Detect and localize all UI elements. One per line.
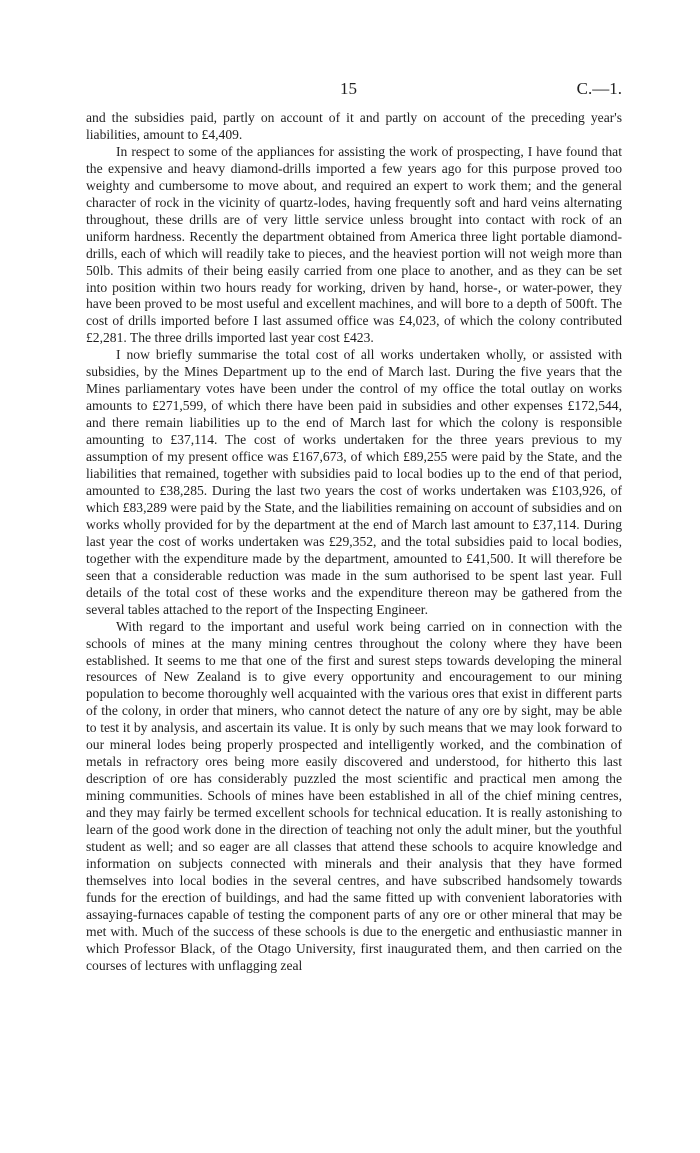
paragraph-subsidies-continued: and the subsidies paid, partly on account of it and partly on account of the preceding year's liabilities, amount to £4,409. — [86, 110, 622, 142]
paragraph-schools-of-mines: With regard to the important and useful work being carried on in connection with the schools of mines at the many mining centres throughout the colony where they have been established. It seems to me that one of the first and surest steps towards developing the mineral resources of New Zealand is to give every opportunity and encouragement to our mining population to become thoroughly well acquainted with the various ores that exist in different parts of the colony, in order that miners, who cannot detect the nature of any ore by sight, may be able to test it by analysis, and ascertain its value. It is only by such means that we may look forward to our mineral lodes being properly prospected and intelligently worked, and the combination of metals in refractory ores being more easily discovered and understood, for hitherto this last description of ore has considerably puzzled the most scientific and practical men among the mining communities. Schools of mines have been established in all of the chief mining centres, and they may fairly be termed excellent schools for technical education. It is really astonishing to learn of the good work done in the direction of teaching not only the adult miner, but the youthful student as well; and so eager are all classes that attend these schools to acquire knowledge and information on subjects connected with minerals and their analysis that they have formed themselves into local bodies in the several centres, and have subscribed handsomely towards funds for the erection of buildings, and had the same fitted up with convenient laboratories with assaying-furnaces capable of testing the component parts of any ore or other mineral that may be met with. Much of the success of these schools is due to the energetic and enthusiastic manner in which Professor Black, of the Otago University, first inaugurated them, and then carried on the courses of lectures with unflagging zeal — [86, 618, 622, 973]
paragraph-cost-summary: I now briefly summarise the total cost of all works undertaken wholly, or assisted with subsidies, by the Mines Department up to the end of March last. During the five years that the Mines parliamentary votes have been under the control of my office the total outlay on works amounts to £271,599, of which there have been paid in subsidies and other expenses £172,544, and there remain liabilities up to the end of March last for which the colony is responsible amounting to £37,114. The cost of works undertaken for the three years previous to my assumption of my present office was £167,673, of which £89,255 were paid by the State, and the liabilities that remained, together with subsidies paid to local bodies up to the end of that period, amounted to £38,285. During the last two years the cost of works undertaken was £103,926, of which £83,289 were paid by the State, and the liabilities remaining on account of subsidies and on works wholly provided for by the department at the end of March last amount to £37,114. During last year the cost of works undertaken was £29,352, and the total subsidies paid to local bodies, together with the expenditure made by the department, amounted to £41,500. It will therefore be seen that a considerable reduction was made in the sum authorised to be spent last year. Full details of the total cost of these works and the expenditure thereon may be gathered from the several tables attached to the report of the Inspecting Engineer. — [86, 347, 622, 617]
document-reference: C.—1. — [576, 79, 622, 98]
paragraph-diamond-drills: In respect to some of the appliances for assisting the work of prospecting, I have found that the expensive and heavy diamond-drills imported a few years ago for this purpose proved too weighty and cumbersome to move about, and required an expert to work them; and the general character of rock in the vicinity of quartz-lodes, having frequently soft and hard veins alternating throughout, these drills are of very little service unless brought into contact with rock of an uniform hardness. Recently the department obtained from America three light portable diamond-drills, each of which will readily take to pieces, and the heaviest portion will not weigh more than 50lb. This admits of their being easily carried from one place to another, and as they can be set into position within two hours ready for working, driven by hand, horse-, or water-power, they have been proved to be most useful and excellent machines, and will bore to a depth of 500ft. The cost of drills imported before I last assumed office was £4,023, of which the colony contributed £2,281. The three drills imported last year cost £423. — [86, 143, 622, 346]
body-text — [86, 110, 622, 975]
page-number: 15 — [340, 79, 357, 98]
